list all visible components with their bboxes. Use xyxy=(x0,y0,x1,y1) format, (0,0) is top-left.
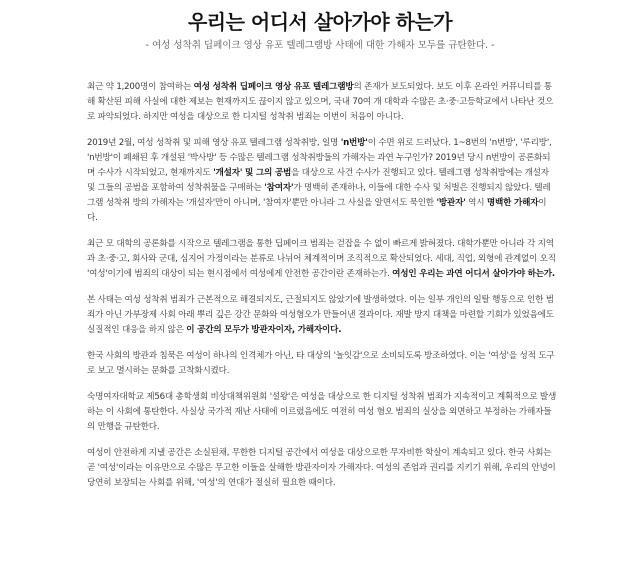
paragraph-3 xyxy=(87,237,557,282)
paragraph-text: 최근 모 대학의 공론화를 시작으로 텔레그램을 통한 딥페이크 범죄는 걷잡을 수 없이 빠르게 밝혀졌다. 대학가뿐만 아니라 각 지역과 초·중·고, 회사와 군대, 심지어 가정이라는 분류로 나뉘어 체계적이며 조직적으로 확산되었다. 세대, 직업, 외형에 관계없이 오직 '여성'이기에 범죄의 대상이 되는 현시점에서 여성에게 안전한 공간이란 존재하는가. xyxy=(87,239,556,279)
paragraph-1 xyxy=(87,80,557,125)
emphasized-text: 명백한 가해자 xyxy=(486,198,539,208)
paragraph-text: 의 존재가 보도되었다. 보도 이후 온라인 커뮤니티를 통해 확산된 피해 사실에 대한 제보는 현재까지도 끊이지 않고 있으며, 국내 70여 개 대학과 수많은 초·중·고등학교에서 나타난 것으로 파악되었다. 하지만 여성을 대상으로 한 디지털 성착취 범죄는 이번이 처음이 아니다. xyxy=(87,82,554,122)
statement-body xyxy=(87,80,557,502)
page-subtitle: - 여성 성착취 딥페이크 영상 유포 텔레그램방 사태에 대한 가해자 모두를 규탄한다. - xyxy=(145,40,495,51)
emphasized-text: '개설자' 및 그의 공범 xyxy=(213,168,292,178)
paragraph-5 xyxy=(87,349,557,379)
paragraph-text: 본 사태는 여성 성착취 범죄가 근본적으로 해결되지도, 근절되지도 않았기에 발생하였다. 이는 일부 개인의 일탈 행동으로 인한 범죄가 아닌 가부장제 사회 아래 뿌리 깊은 강간 문화와 여성혐오가 만들어낸 결과이다. 재발 방지 대책을 마련할 기회가 있었음에도 실질적인 대응을 하지 않은 xyxy=(87,295,554,335)
page-title: 우리는 어디서 살아가야 하는가 xyxy=(187,10,453,34)
paragraph-text: 가 명백히 존재하나, 이들에 대한 수사 및 처벌은 진행되지 않았다. 텔레그램 성착취 방의 가해자는 '개설자'만이 아니며, '참여자'뿐만 아니라 그 사실을 알면서도 묵인한 xyxy=(87,183,551,208)
emphasized-text: '방관자' xyxy=(436,198,466,208)
paragraph-text: 한국 사회의 방관과 침묵은 여성이 하나의 인격체가 아닌, 타 대상의 '놀잇감'으로 소비되도록 방조하였다. 이는 '여성'을 성적 도구로 보고 멸시하는 문화를 고착화시켰다. xyxy=(87,351,555,376)
emphasized-text: 'n번방' xyxy=(340,138,368,148)
paragraph-4 xyxy=(87,293,557,338)
paragraph-text: 이 수면 위로 드러났다. 1~8번의 'n번방', '루리방', 'n번방'이 폐쇄된 후 개설된 '박사방' 등 수많은 텔레그램 성착취방들의 가해자는 과연 누구인가? 2019년 당시 n번방이 공론화되며 수사가 시작되었고, 현재까지도 xyxy=(87,138,552,178)
paragraph-6 xyxy=(87,390,557,435)
paragraph-text: 역시 xyxy=(465,198,487,208)
paragraph-text: 2019년 2월, 여성 성착취 및 피해 영상 유포 텔레그램 성착취방, 일명 xyxy=(87,138,341,148)
emphasized-text: '참여자' xyxy=(264,183,294,193)
paragraph-text: 이다. xyxy=(87,198,547,223)
paragraph-text: 최근 약 1,200명이 참여하는 xyxy=(87,82,194,92)
emphasized-text: 여성 성착취 딥페이크 영상 유포 텔레그램방 xyxy=(193,82,354,92)
emphasized-text: 이 공간의 모두가 방관자이자, 가해자이다. xyxy=(186,325,342,335)
emphasized-text: 여성인 우리는 과연 어디서 살아가야 하는가. xyxy=(392,269,555,279)
paragraph-text: 여성이 안전하게 지낼 공간은 소실된채, 무한한 디지털 공간에서 여성을 대상으로한 무자비한 학살이 계속되고 있다. 한국 사회는 곧 '여성'이라는 이유만으로 수많은 무고한 이들을 살해한 방관자이자 가해자다. 여성의 존엄과 권리를 지키기 위해, 우리의 안녕이 당연히 보장되는 사회를 위해, '여성'의 연대가 절실히 필요한 때이다. xyxy=(87,448,556,488)
paragraph-text: 숙명여자대학교 제56대 총학생회 비상대책위원회 '설왕'은 여성을 대상으로 한 디지털 성착취 범죄가 지속적이고 계획적으로 발생하는 이 사회에 통탄한다. 사실상 국가적 재난 사태에 이르렀음에도 여전히 여성 혐오 범죄의 실상을 외면하고 부정하는 가해자들의 만행을 규탄한다. xyxy=(87,392,557,432)
paragraph-text: 을 대상으로 사건 수사가 진행되고 있다. 텔레그램 성착취방에는 개설자 및 그들의 공범을 포함하여 성착취물을 구매하는 xyxy=(87,168,549,193)
paragraph-7 xyxy=(87,446,557,491)
paragraph-2 xyxy=(87,136,557,226)
